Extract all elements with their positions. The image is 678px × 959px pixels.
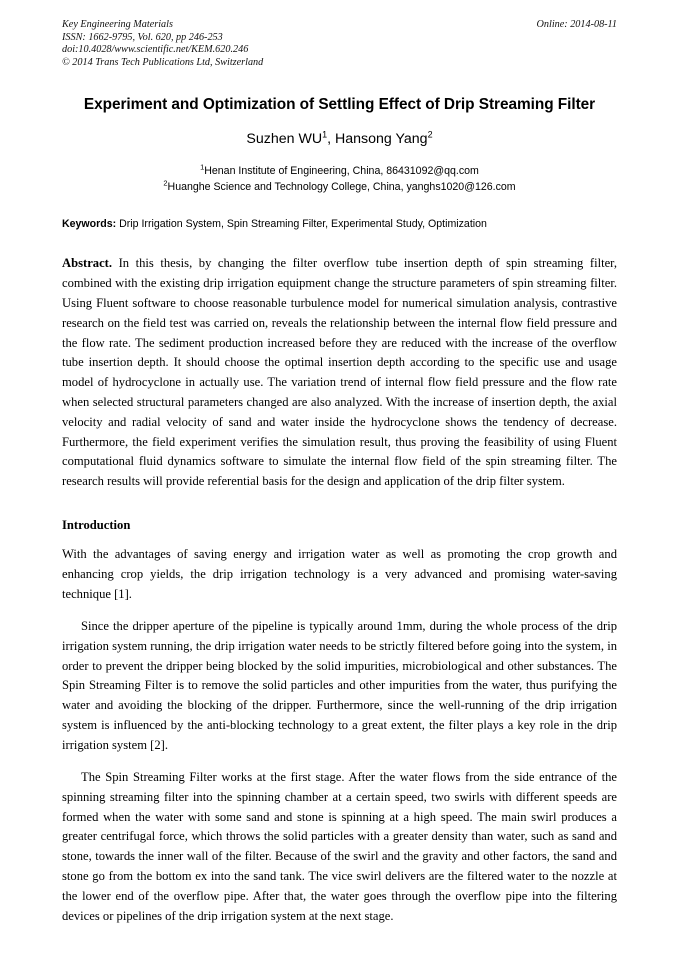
affiliation-1 [62, 163, 617, 179]
abstract-paragraph [62, 254, 617, 492]
abstract-text: In this thesis, by changing the filter overflow tube insertion depth of spin streaming filter, combined with the existing drip irrigation equipment change the structure parameters of spin streaming filter. Using Fluent software to choose reasonable turbulence model for numerical simulation analysis, contrastive research on the field test was carried on, reveals the relationship between the internal flow field pressure and the flow rate. The sediment production increased before they are reduced with the increase of the overflow tube insertion depth. It should choose the optimal insertion depth according to the specific use and usage model of hydrocyclone in actually use. The variation trend of internal flow field pressure and the flow rate when selected structural parameters changed are also analyzed. With the increase of insertion depth, the axial velocity and radial velocity of sand and water inside the hydrocyclone shows the tendency of decrease. Furthermore, the field experiment verifies the simulation result, thus proving the feasibility of using Fluent computational fluid dynamics software to simulate the internal flow field of the spin streaming filter. The research results will provide referential basis for the design and application of the drip filter system. [62, 256, 617, 489]
author-name-2: Hansong Yang [335, 131, 428, 148]
introduction-paragraph-3: The Spin Streaming Filter works at the first stage. After the water flows from the side entrance of the spinning streaming filter into the spinning chamber at a certain speed, two swirls with different speeds are formed when the water with some sand and stone is spinning at a high speed. The main swirl produces a greater centrifugal force, which throws the solid particles with a greater density than water, such as sand and stone, towards the inner wall of the filter. Because of the swirl and the gravity and other factors, the sand and stone go from the bottom ex into the sand tank. The vice swirl delivers are the filtered water to the nozzle at the lower end of the overflow pipe. After that, the water goes through the overflow pipe into the filtering devices or pipelines of the drip irrigation system at the next stage. [62, 770, 617, 923]
author-marker-1: 1 [322, 129, 328, 140]
affiliation-marker-2: 2 [163, 178, 168, 188]
affiliation-text-1: Henan Institute of Engineering, China, 86431092@qq.com [204, 165, 479, 178]
keywords-label: Keywords: [62, 218, 117, 231]
copyright-line: © 2014 Trans Tech Publications Ltd, Switzerland [62, 56, 264, 68]
page-content [62, 0, 617, 939]
abstract-label: Abstract. [62, 256, 113, 271]
affiliation-text-2: Huanghe Science and Technology College, China, yanghs1020@126.com [167, 181, 516, 194]
paper-title: Experiment and Optimization of Settling Effect of Drip Streaming Filter [83, 96, 596, 114]
journal-header [62, 0, 617, 69]
affiliation-list [62, 163, 617, 195]
online-date: Online: 2014-08-11 [536, 19, 617, 30]
affiliation-2 [62, 179, 617, 195]
author-marker-2: 2 [427, 129, 433, 140]
keywords-line [62, 217, 617, 232]
issn-line: ISSN: 1662-9795, Vol. 620, pp 246-253 [62, 31, 223, 43]
introduction-paragraph-1: With the advantages of saving energy and irrigation water as well as promoting the crop growth and enhancing crop yields, the drip irrigation technology is a very advanced and promising water-saving technique [1]. [62, 546, 617, 601]
introduction-heading: Introduction [62, 517, 131, 532]
doi-line: doi:10.4028/www.scientific.net/KEM.620.246 [62, 44, 249, 56]
author-separator: , [327, 131, 336, 148]
affiliation-marker-1: 1 [200, 162, 205, 172]
author-list [62, 130, 617, 148]
introduction-paragraph-2: Since the dripper aperture of the pipeline is typically around 1mm, during the whole process of the drip irrigation system running, the drip irrigation water needs to be strictly filtered before going into the system, in order to prevent the dripper being blocked by the solid impurities, microbiological and other substances. The Spin Streaming Filter is to remove the solid particles and other impurities from the water, thus purifying the water and avoiding the blocking of the dripper. Furthermore, since the well-running of the drip irrigation system is influenced by the anti-blocking technology to a great extent, the filter plays a key role in the drip irrigation system [2]. [62, 618, 617, 752]
keywords-value: Drip Irrigation System, Spin Streaming Filter, Experimental Study, Optimization [116, 218, 487, 231]
author-name-1: Suzhen WU [246, 131, 323, 148]
journal-name: Key Engineering Materials [62, 19, 173, 30]
